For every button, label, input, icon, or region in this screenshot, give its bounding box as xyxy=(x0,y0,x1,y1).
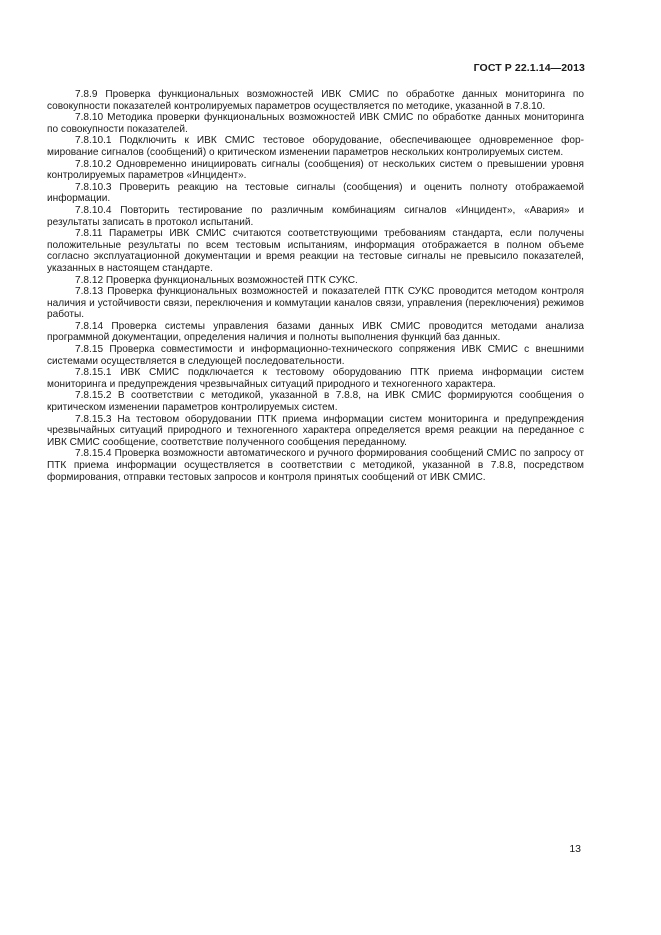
paragraph-7-8-15-2: 7.8.15.2 В соответствии с методикой, указанной в 7.8.8, на ИВК СМИС формируются сообщения о критическом изменении параметров контролируемых систем. xyxy=(47,390,584,414)
paragraph-7-8-10-1: 7.8.10.1 Подключить к ИВК СМИС тестовое оборудование, обеспечивающее одновременное формирование сигналов (сообщений) о критическом изменении параметров нескольких контролируемых систем. xyxy=(47,135,584,158)
paragraph-7-8-10-2: 7.8.10.2 Одновременно инициировать сигналы (сообщения) от нескольких систем о превышении уровня контролируемых параметров «Инцидент». xyxy=(47,158,584,182)
page-number: 13 xyxy=(569,843,581,855)
paragraph-7-8-9: 7.8.9 Проверка функциональных возможностей ИВК СМИС по обработке данных мониторинга по совокупности показателей контролируемых параметров осуществляется по методике, указанной в 7.8.10. xyxy=(47,89,584,112)
paragraph-7-8-10: 7.8.10 Методика проверки функциональных возможностей ИВК СМИС по обработке данных мониторинга по совокупности показателей. xyxy=(47,112,584,135)
paragraph-7-8-11: 7.8.11 Параметры ИВК СМИС считаются соответствующими требованиям стандарта, если получены положительные результаты по всем тестовым испытаниям, информация отображается в полном объеме согласно эксплуатационной документации и время реакции на тестовые сигналы не превысило показателей, указанных в настоящем стандарте. xyxy=(47,228,584,274)
paragraph-7-8-10-3: 7.8.10.3 Проверить реакцию на тестовые сигналы (сообщения) и оценить полноту отображаемой информации. xyxy=(47,181,584,205)
document-header-code: ГОСТ Р 22.1.14—2013 xyxy=(473,62,585,74)
paragraph-7-8-15-1: 7.8.15.1 ИВК СМИС подключается к тестовому оборудованию ПТК приема информации систем мониторинга и предупреждения чрезвычайных ситуаций природного и техногенного характера. xyxy=(47,367,584,390)
paragraph-7-8-15-4: 7.8.15.4 Проверка возможности автоматического и ручного формирования сообщений СМИС по запросу от ПТК приема информации осуществляется в соответствии с методикой, указанной в 7.8.8, посредством формирования, отправки тестовых запросов и контроля принятых сообщений от ИВК СМИС. xyxy=(47,448,584,483)
paragraph-7-8-10-4: 7.8.10.4 Повторить тестирование по различным комбинациям сигналов «Инцидент», «Авария» и результаты записать в протокол испытаний. xyxy=(47,204,584,228)
paragraph-7-8-15-3: 7.8.15.3 На тестовом оборудовании ПТК приема информации систем мониторинга и предупреждения чрезвычайных ситуаций природного и техногенного характера определяется время реакции на переданное с ИВК СМИС сообщение, соответствие полученного сообщения переданному. xyxy=(47,413,584,448)
paragraph-7-8-14: 7.8.14 Проверка системы управления базами данных ИВК СМИС проводится методами анализа программной документации, определения наличия и полноты выполнения функций баз данных. xyxy=(47,320,584,344)
document-body xyxy=(47,89,584,483)
paragraph-7-8-12: 7.8.12 Проверка функциональных возможностей ПТК СУКС. xyxy=(75,274,358,286)
paragraph-7-8-15: 7.8.15 Проверка совместимости и информационно-технического сопряжения ИВК СМИС с внешними системами осуществляется в следующей последовательности. xyxy=(47,344,584,367)
paragraph-7-8-13: 7.8.13 Проверка функциональных возможностей и показателей ПТК СУКС проводится методом контроля наличия и устойчивости связи, переключения и коммутации каналов связи, управления (переключения) режимов работы. xyxy=(47,286,584,321)
